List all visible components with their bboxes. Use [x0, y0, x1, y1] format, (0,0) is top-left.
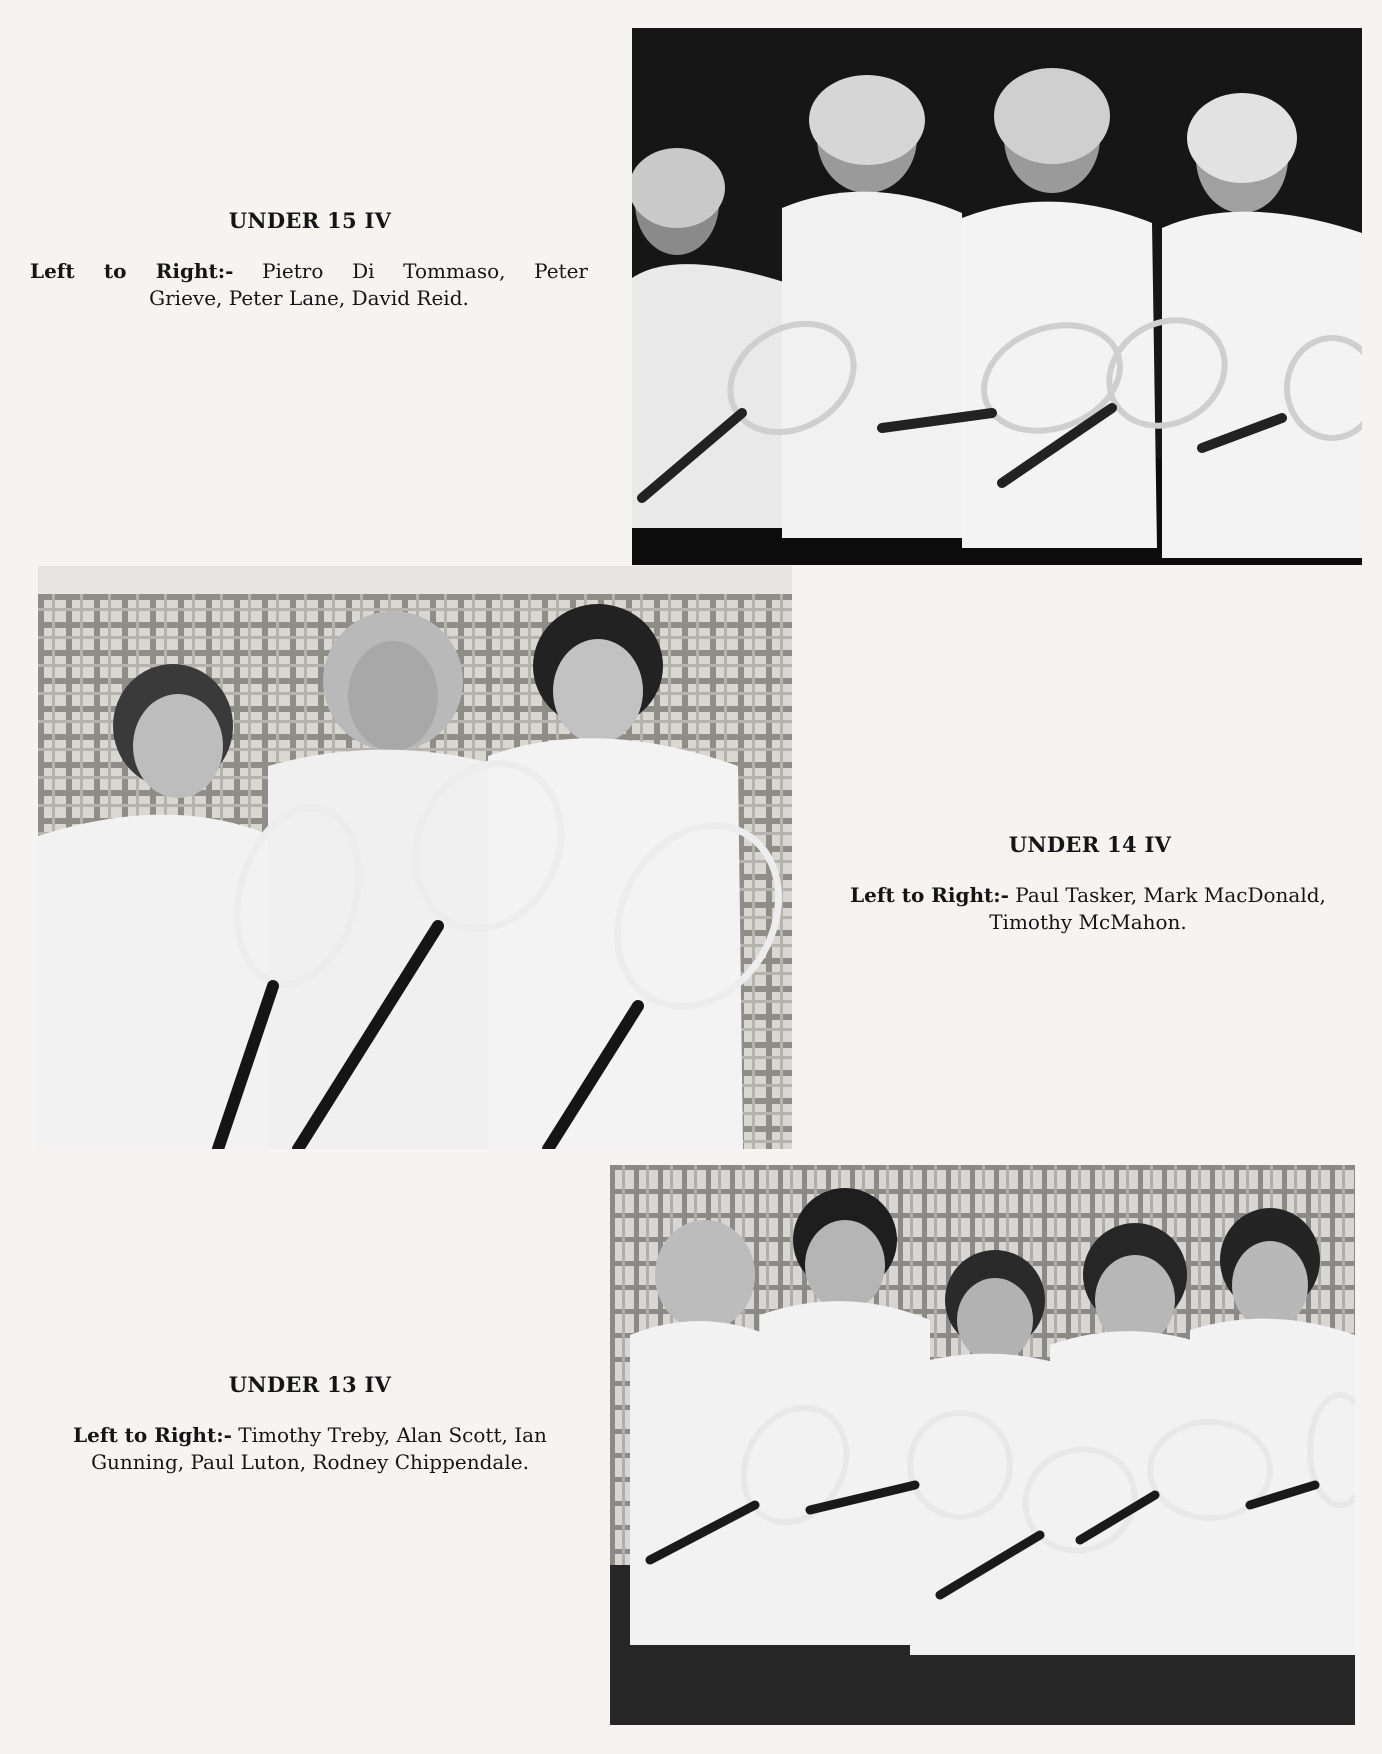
- caption-names-line1: Pietro Di Tommaso, Peter: [262, 259, 588, 283]
- caption-names-line2: Timothy McMahon.: [989, 910, 1187, 934]
- caption-names-line1: Paul Tasker, Mark MacDonald,: [1015, 883, 1326, 907]
- team-photo-u15: [632, 28, 1362, 565]
- caption-lead: Left to Right:-: [850, 883, 1009, 907]
- caption-names-line2: Grieve, Peter Lane, David Reid.: [149, 286, 469, 310]
- caption-lead: Left to Right:-: [30, 259, 234, 283]
- caption-names-line2: Gunning, Paul Luton, Rodney Chippendale.: [91, 1450, 529, 1474]
- team-title-u13: UNDER 13 IV: [228, 1372, 392, 1397]
- team-title-u14: UNDER 14 IV: [1008, 832, 1172, 857]
- caption-lead: Left to Right:-: [73, 1423, 232, 1447]
- team-photo-u14: [38, 566, 792, 1149]
- team-photo-u13: [610, 1165, 1355, 1725]
- team-caption-u14: [808, 882, 1368, 936]
- caption-names-line1: Timothy Treby, Alan Scott, Ian: [238, 1423, 547, 1447]
- team-caption-u15: [30, 258, 588, 312]
- team-title-u15: UNDER 15 IV: [228, 208, 392, 233]
- team-caption-u13: [30, 1422, 590, 1476]
